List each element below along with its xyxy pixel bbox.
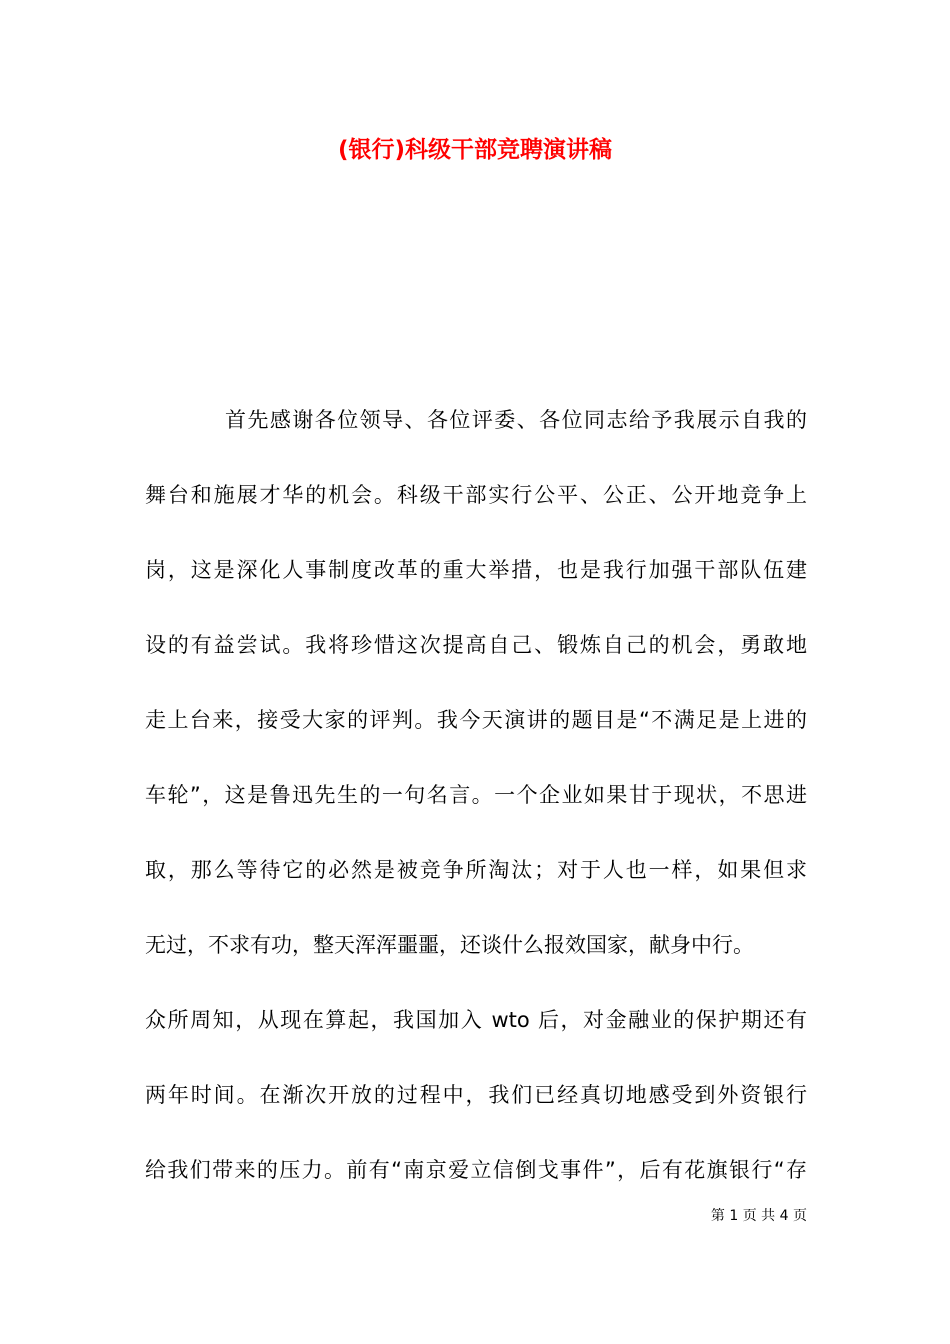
page-number-footer: 第 1 页 共 4 页 bbox=[710, 1208, 807, 1224]
document-title: (银行)科级干部竞聘演讲稿 bbox=[337, 137, 613, 163]
paragraph-line: 走上台来，接受大家的评判。我今天演讲的题目是“不满足是上进的 bbox=[145, 708, 807, 732]
paragraph-line: 无过，不求有功，整天浑浑噩噩，还谈什么报效国家，献身中行。 bbox=[145, 933, 754, 957]
document-body bbox=[145, 402, 807, 1227]
paragraph-line: 给我们带来的压力。前有“南京爱立信倒戈事件”，后有花旗银行“存 bbox=[145, 1158, 807, 1182]
paragraph-line: 舞台和施展才华的机会。科级干部实行公平、公正、公开地竞争上 bbox=[145, 483, 807, 507]
paragraph-line: 首先感谢各位领导、各位评委、各位同志给予我展示自我的 bbox=[225, 408, 807, 432]
paragraph-line: 岗，这是深化人事制度改革的重大举措，也是我行加强干部队伍建 bbox=[145, 558, 807, 582]
paragraph-line: 两年时间。在渐次开放的过程中，我们已经真切地感受到外资银行 bbox=[145, 1083, 807, 1107]
paragraph-line: 车轮”，这是鲁迅先生的一句名言。一个企业如果甘于现状，不思进 bbox=[145, 783, 807, 807]
paragraph-line: 设的有益尝试。我将珍惜这次提高自己、锻炼自己的机会，勇敢地 bbox=[145, 633, 807, 657]
paragraph-line: 取，那么等待它的必然是被竞争所淘汰；对于人也一样，如果但求 bbox=[145, 858, 807, 882]
paragraph-line: 众所周知，从现在算起，我国加入 wto 后，对金融业的保护期还有 bbox=[145, 1008, 807, 1032]
